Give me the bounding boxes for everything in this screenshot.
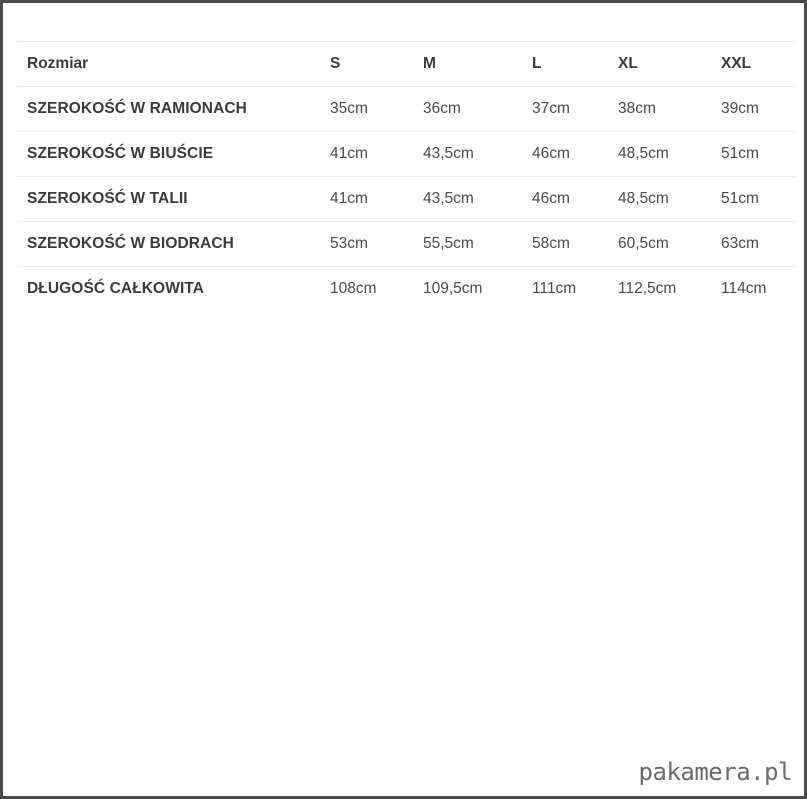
table-cell: 41cm — [320, 177, 413, 222]
row-label: SZEROKOŚĆ W RAMIONACH — [17, 87, 320, 132]
header-size-m: M — [413, 42, 522, 87]
table-cell: 35cm — [320, 87, 413, 132]
table-row — [17, 177, 795, 222]
table-row — [17, 87, 795, 132]
table-cell: 112,5cm — [608, 267, 711, 312]
table-cell: 53cm — [320, 222, 413, 267]
table-cell: 36cm — [413, 87, 522, 132]
table-row — [17, 267, 795, 312]
table-cell: 38cm — [608, 87, 711, 132]
table-cell: 60,5cm — [608, 222, 711, 267]
table-row — [17, 132, 795, 177]
table-cell: 108cm — [320, 267, 413, 312]
table-cell: 43,5cm — [413, 132, 522, 177]
header-size-xl: XL — [608, 42, 711, 87]
table-cell: 114cm — [711, 267, 795, 312]
size-chart-table — [17, 41, 795, 311]
table-cell: 41cm — [320, 132, 413, 177]
header-size-label: Rozmiar — [17, 42, 320, 87]
row-label: SZEROKOŚĆ W BIODRACH — [17, 222, 320, 267]
header-size-xxl: XXL — [711, 42, 795, 87]
table-row — [17, 222, 795, 267]
table-cell: 46cm — [522, 177, 608, 222]
table-cell: 51cm — [711, 132, 795, 177]
table-header-row — [17, 42, 795, 87]
header-size-l: L — [522, 42, 608, 87]
table-cell: 51cm — [711, 177, 795, 222]
table-cell: 63cm — [711, 222, 795, 267]
pakamera-watermark: pakamera.pl — [638, 758, 792, 786]
table-cell: 39cm — [711, 87, 795, 132]
row-label: SZEROKOŚĆ W BIUŚCIE — [17, 132, 320, 177]
row-label: DŁUGOŚĆ CAŁKOWITA — [17, 267, 320, 312]
header-size-s: S — [320, 42, 413, 87]
table-cell: 48,5cm — [608, 177, 711, 222]
table-cell: 48,5cm — [608, 132, 711, 177]
table-cell: 111cm — [522, 267, 608, 312]
table-cell: 43,5cm — [413, 177, 522, 222]
row-label: SZEROKOŚĆ W TALII — [17, 177, 320, 222]
table-cell: 58cm — [522, 222, 608, 267]
table-cell: 55,5cm — [413, 222, 522, 267]
table-cell: 37cm — [522, 87, 608, 132]
table-cell: 109,5cm — [413, 267, 522, 312]
table-cell: 46cm — [522, 132, 608, 177]
